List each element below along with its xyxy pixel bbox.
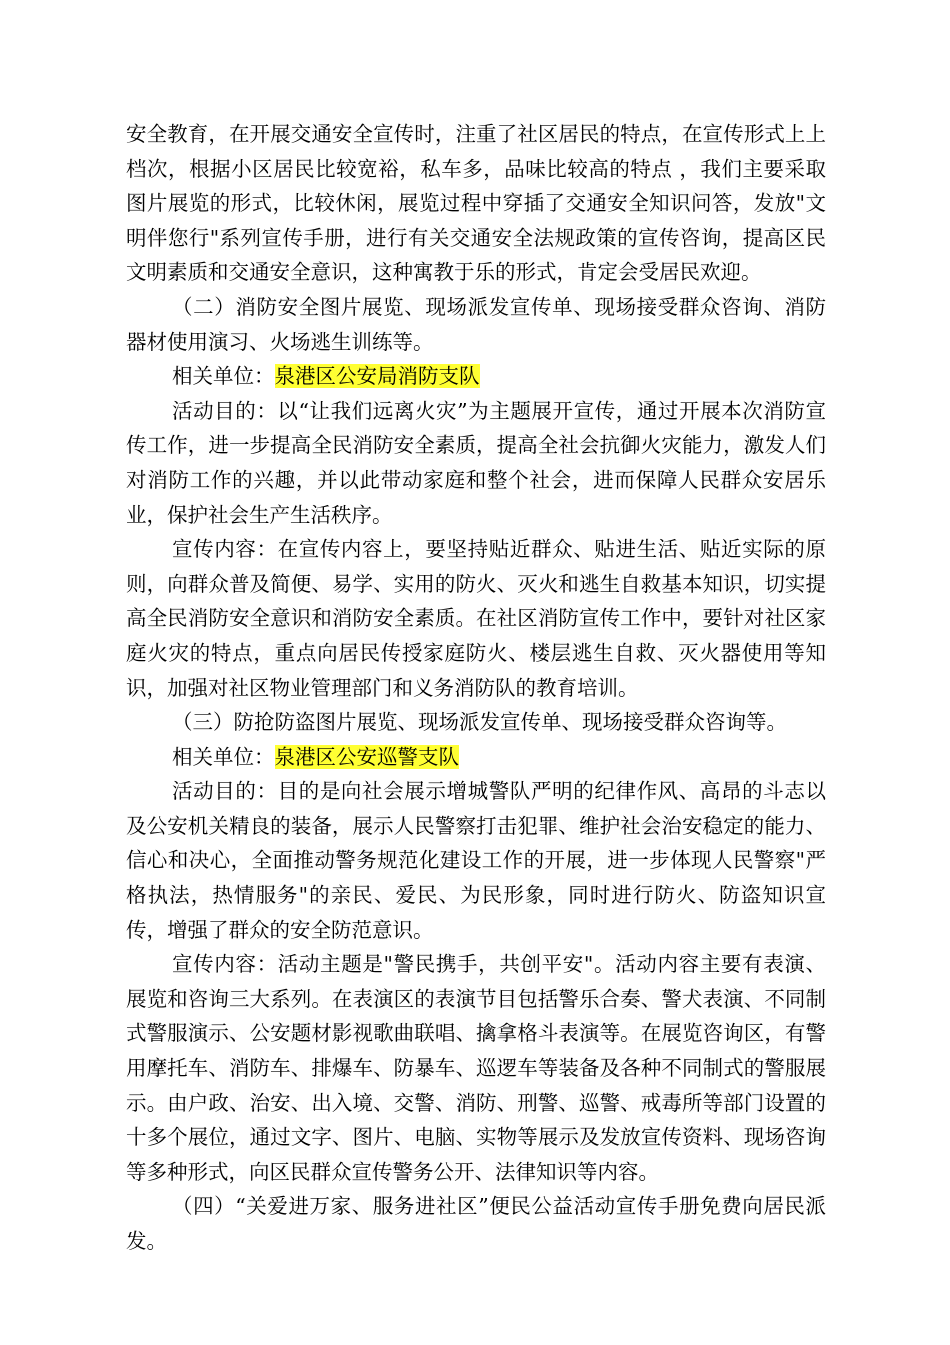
fire-activity-purpose: 活动目的：以“让我们远离火灾”为主题展开宣传，通过开展本次消防宣传工作，进一步提高全民消防安全素质，提高全社会抗御火灾能力，激发人们对消防工作的兴趣，并以此带动家庭和整个社会，进而保障人民群众安居乐业，保护社会生产生活秩序。 <box>126 398 826 527</box>
related-unit-label: 相关单位： <box>172 364 275 389</box>
section-3-heading: （三）防抢防盗图片展览、现场派发宣传单、现场接受群众咨询等。 <box>172 710 787 735</box>
fire-publicity-content: 宣传内容：在宣传内容上，要坚持贴近群众、贴进生活、贴近实际的原则，向群众普及简便、易学、实用的防火、灭火和逃生自救基本知识，切实提高全民消防安全意识和消防安全素质。在社区消防宣传工作中，要针对社区家庭火灾的特点，重点向居民传授家庭防火、楼层逃生自救、灭火器使用等知识，加强对社区物业管理部门和义务消防队的教育培训。 <box>126 537 826 700</box>
highlighted-unit-patrol: 泉港区公安巡警支队 <box>274 744 459 769</box>
related-unit-fire <box>126 359 826 394</box>
section-2-heading: （二）消防安全图片展览、现场派发宣传单、现场接受群众咨询、消防器材使用演习、火场逃生训练等。 <box>126 294 826 354</box>
related-unit-patrol <box>126 740 826 775</box>
patrol-activity-purpose: 活动目的：目的是向社会展示增城警队严明的纪律作风、高昂的斗志以及公安机关精良的装备，展示人民警察打击犯罪、维护社会治安稳定的能力、信心和决心，全面推动警务规范化建设工作的开展，进一步体现人民警察"严格执法，热情服务"的亲民、爱民、为民形象，同时进行防火、防盗知识宣传，增强了群众的安全防范意识。 <box>126 779 826 942</box>
document-body <box>126 117 826 1259</box>
highlighted-unit-fire: 泉港区公安局消防支队 <box>274 364 480 389</box>
paragraph-traffic-safety: 安全教育，在开展交通安全宣传时，注重了社区居民的特点，在宣传形式上上档次，根据小区居民比较宽裕，私车多，品味比较高的特点 ，我们主要采取图片展览的形式，比较休闲，展览过程中穿插了交通安全知识问答，发放"文明伴您行"系列宣传手册，进行有关交通安全法规政策的宣传咨询，提高区民文明素质和交通安全意识，这种寓教于乐的形式，肯定会受居民欢迎。 <box>126 122 826 285</box>
section-4-heading: （四）“关爱进万家、服务进社区”便民公益活动宣传手册免费向居民派发。 <box>126 1194 826 1253</box>
patrol-publicity-content: 宣传内容：活动主题是"警民携手，共创平安"。活动内容主要有表演、展览和咨询三大系列。在表演区的表演节目包括警乐合奏、警犬表演、不同制式警服演示、公安题材影视歌曲联唱、擒拿格斗表演等。在展览咨询区，有警用摩托车、消防车、排爆车、防暴车、巡逻车等装备及各种不同制式的警服展示。由户政、治安、出入境、交警、消防、刑警、巡警、戒毒所等部门设置的十多个展位，通过文字、图片、电脑、实物等展示及发放宣传资料、现场咨询等多种形式，向区民群众宣传警务公开、法律知识等内容。 <box>126 952 826 1184</box>
related-unit-label: 相关单位： <box>172 744 275 769</box>
